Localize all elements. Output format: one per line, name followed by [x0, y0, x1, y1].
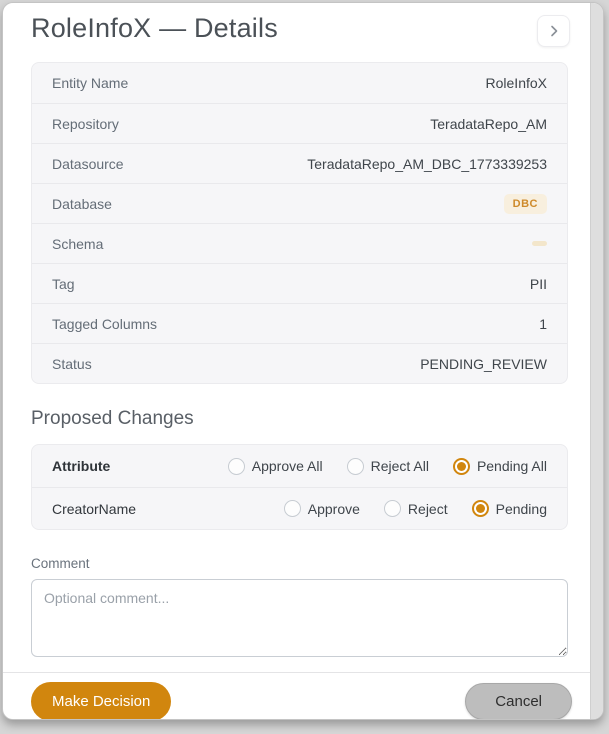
value-badge: DBC — [504, 194, 547, 214]
detail-row-database — [32, 183, 567, 223]
radio-unselected-icon[interactable] — [347, 458, 364, 475]
radio-label: Approve — [307, 500, 360, 517]
detail-label: Entity Name — [52, 75, 129, 91]
detail-row-tagged-columns — [32, 303, 567, 343]
dialog-content — [3, 3, 590, 719]
comment-label: Comment — [31, 556, 90, 571]
detail-value: PENDING_REVIEW — [420, 355, 547, 372]
attribute-name: Attribute — [52, 458, 111, 474]
details-dialog — [2, 2, 604, 720]
radio-selected-icon[interactable] — [453, 458, 470, 475]
attribute-name: CreatorName — [52, 500, 137, 517]
page-title: RoleInfoX — Details — [31, 13, 278, 43]
decision-radio-group — [228, 458, 547, 475]
radio-reject[interactable] — [384, 500, 448, 517]
decision-radio-group — [284, 500, 547, 517]
radio-unselected-icon[interactable] — [228, 458, 245, 475]
radio-unselected-icon[interactable] — [284, 500, 301, 517]
cancel-button[interactable]: Cancel — [465, 683, 572, 720]
detail-row-status — [32, 343, 567, 383]
detail-value: TeradataRepo_AM — [430, 115, 547, 132]
radio-label: Pending All — [476, 458, 547, 474]
detail-label: Schema — [52, 235, 104, 252]
radio-label: Pending — [495, 500, 547, 517]
vertical-scrollbar[interactable] — [590, 3, 603, 719]
radio-selected-icon[interactable] — [472, 500, 489, 517]
radio-label: Reject All — [370, 458, 429, 474]
dialog-header — [3, 3, 590, 47]
detail-value: TeradataRepo_AM_DBC_1773339253 — [307, 155, 547, 172]
detail-row-schema — [32, 223, 567, 263]
detail-label: Database — [52, 195, 112, 212]
entity-details-table — [31, 62, 568, 384]
detail-row-tag — [32, 263, 567, 303]
chevron-right-icon — [547, 24, 561, 38]
radio-approve[interactable] — [284, 500, 360, 517]
radio-label: Reject — [407, 500, 448, 517]
detail-value: RoleInfoX — [485, 75, 547, 91]
radio-pending[interactable] — [472, 500, 547, 517]
radio-pending-all[interactable] — [453, 458, 547, 475]
proposed-change-row-attribute — [32, 445, 567, 487]
detail-value: PII — [529, 275, 547, 292]
proposed-changes-heading: Proposed Changes — [31, 408, 194, 429]
detail-label: Status — [52, 355, 92, 372]
detail-row-entity-name — [32, 63, 567, 103]
detail-label: Repository — [52, 115, 119, 132]
radio-label: Approve All — [251, 458, 323, 474]
collapse-panel-button[interactable] — [537, 15, 570, 47]
empty-value-dash — [532, 241, 547, 246]
detail-label: Tag — [52, 275, 75, 292]
radio-unselected-icon[interactable] — [384, 500, 401, 517]
detail-value: 1 — [539, 315, 547, 332]
action-bar — [3, 673, 590, 720]
detail-row-datasource — [32, 143, 567, 183]
detail-label: Tagged Columns — [52, 315, 158, 332]
radio-reject-all[interactable] — [347, 458, 429, 475]
proposed-changes-table — [31, 444, 568, 530]
radio-approve-all[interactable] — [228, 458, 323, 475]
comment-input[interactable] — [31, 579, 568, 657]
detail-row-repository — [32, 103, 567, 143]
detail-label: Datasource — [52, 155, 124, 172]
make-decision-button[interactable]: Make Decision — [31, 682, 171, 720]
proposed-change-row-creatorname — [32, 487, 567, 529]
